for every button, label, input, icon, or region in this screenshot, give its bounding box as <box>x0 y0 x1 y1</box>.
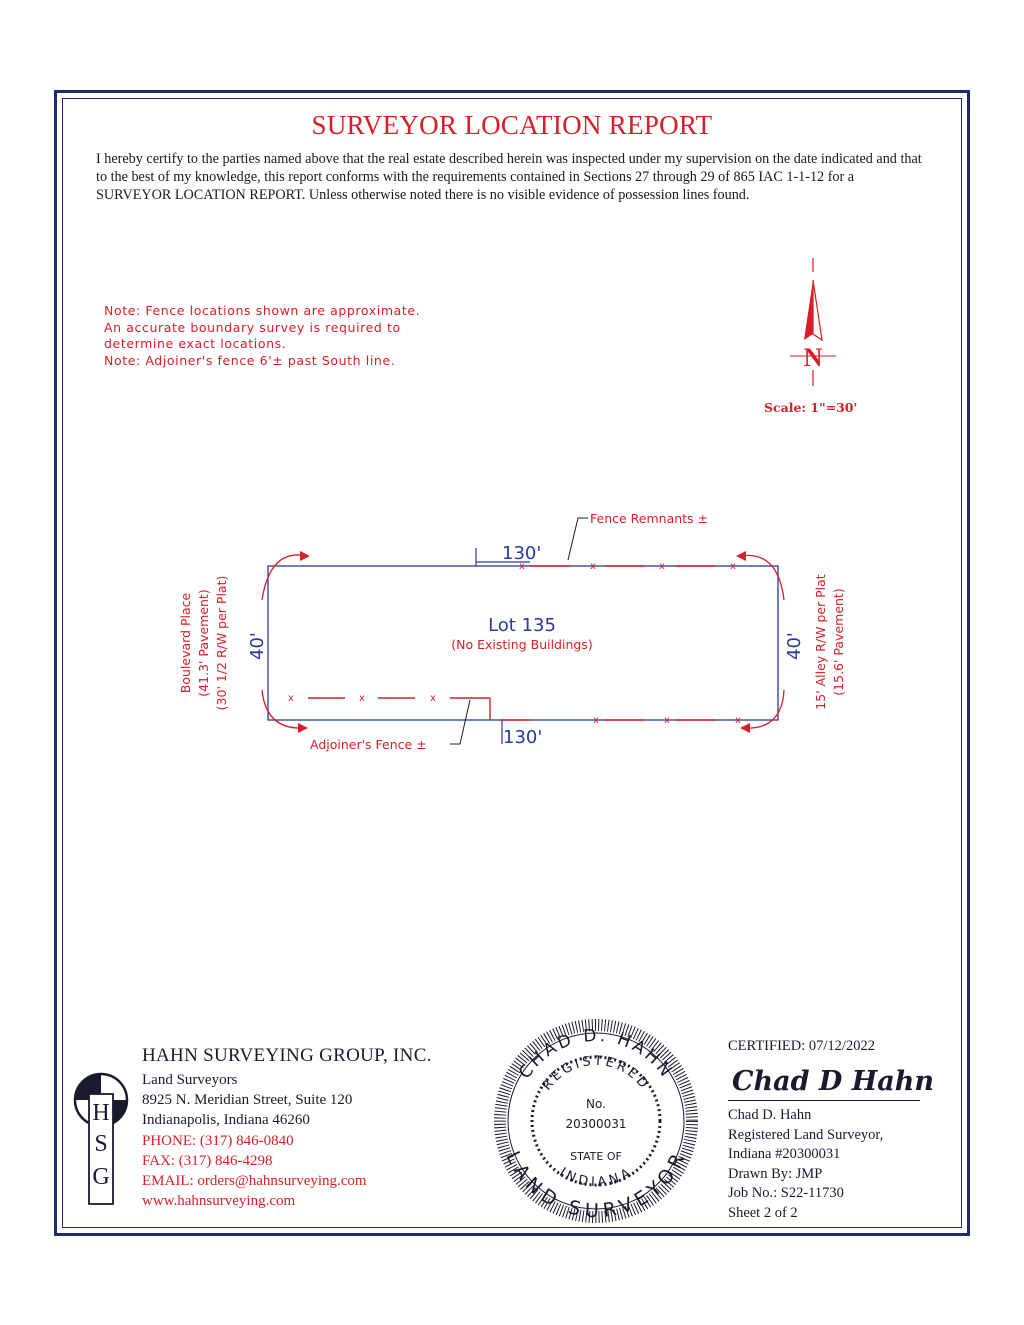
company-fax: FAX: (317) 846-4298 <box>142 1152 273 1169</box>
signature-line <box>728 1100 920 1101</box>
company-phone: PHONE: (317) 846-0840 <box>142 1132 294 1149</box>
logo-letter-s: S <box>94 1131 108 1157</box>
seal-top-text: CHAD D. HAHN <box>514 1025 677 1083</box>
company-tagline: Land Surveyors <box>142 1072 238 1088</box>
north-dimension: 130' <box>502 543 542 564</box>
certification-text: I hereby certify to the parties named above that the real estate described herein was inspected under my supervision on the date indicated and that to the best of my knowledge, this report conforms with the requirements contained in Sections 27 through 29 of 865 IAC 1-1-12 for a SURVEYOR LOCATION REPORT. Unless otherwise noted there is no visible evidence of possession lines found. <box>96 151 922 203</box>
south-dimension: 130' <box>503 727 543 748</box>
east-alley-rw: 15' Alley R/W per Plat <box>813 574 828 710</box>
company-name: HAHN SURVEYING GROUP, INC. <box>142 1045 432 1066</box>
note-line: Note: Fence locations shown are approximate. <box>104 303 421 318</box>
seal-inner-top: REGISTERED <box>539 1053 653 1094</box>
west-street-rw: (30' 1/2 R/W per Plat) <box>214 575 229 711</box>
adjoiners-fence-label: Adjoiner's Fence ± <box>310 737 427 752</box>
logo-letter-h: H <box>92 1100 110 1126</box>
svg-text:REGISTERED <box>540 1054 653 1094</box>
svg-text:x: x <box>730 561 736 572</box>
drawn-by: Drawn By: JMP <box>728 1165 823 1182</box>
seal-state: INDIANA <box>556 1164 635 1190</box>
svg-text:x: x <box>664 715 670 726</box>
report-title: SURVEYOR LOCATION REPORT <box>311 110 713 140</box>
svg-text:x: x <box>590 561 596 572</box>
svg-text:x: x <box>659 561 665 572</box>
svg-text:INDIANA <box>557 1165 635 1190</box>
surveyor-license: Indiana #20300031 <box>728 1146 841 1162</box>
note-line: Note: Adjoiner's fence 6'± past South line. <box>104 352 396 368</box>
company-address-2: Indianapolis, Indiana 46260 <box>142 1112 310 1129</box>
company-address-1: 8925 N. Meridian Street, Suite 120 <box>142 1092 353 1109</box>
hsg-logo <box>75 1074 127 1204</box>
company-address-block <box>142 1070 367 1211</box>
east-alley-pavement: (15.6' Pavement) <box>831 588 846 696</box>
company-website: www.hahnsurveying.com <box>142 1193 296 1210</box>
surveyor-info <box>728 1106 883 1223</box>
lot-label: Lot 135 <box>488 615 556 636</box>
svg-text:x: x <box>430 693 436 704</box>
west-dimension: 40' <box>247 632 268 660</box>
svg-text:x: x <box>735 715 741 726</box>
lot-sublabel: (No Existing Buildings) <box>451 637 593 652</box>
signature: Chad D Hahn <box>732 1066 934 1097</box>
seal-number: 20300031 <box>565 1117 627 1131</box>
sheet-number: Sheet 2 of 2 <box>728 1204 798 1221</box>
seal-state-label: STATE OF <box>570 1150 622 1163</box>
surveyor-name: Chad D. Hahn <box>728 1107 812 1123</box>
south-fence <box>308 698 715 720</box>
fence-remnants-label: Fence Remnants ± <box>590 511 709 526</box>
west-street-name: Boulevard Place <box>178 592 193 694</box>
svg-text:x: x <box>359 693 365 704</box>
surveyor-title: Registered Land Surveyor, <box>728 1126 884 1143</box>
west-street-pavement: (41.3' Pavement) <box>196 589 211 697</box>
certified-date: CERTIFIED: 07/12/2022 <box>728 1038 875 1054</box>
scale-label: Scale: 1"=30' <box>764 400 858 415</box>
north-letter: N <box>803 343 823 372</box>
svg-text:x: x <box>593 715 599 726</box>
note-line: determine exact locations. <box>104 336 287 351</box>
east-dimension: 40' <box>784 632 805 660</box>
surveyor-seal <box>500 1025 692 1222</box>
job-number: Job No.: S22-11730 <box>728 1185 844 1201</box>
note-line: An accurate boundary survey is required to <box>104 319 401 335</box>
seal-bottom-text: LAND SURVEYOR <box>501 1147 691 1222</box>
company-email: EMAIL: orders@hahnsurveying.com <box>142 1173 367 1190</box>
svg-text:x: x <box>288 693 294 704</box>
logo-letter-g: G <box>92 1164 110 1190</box>
svg-text:x: x <box>519 561 525 572</box>
north-arrow-icon <box>790 258 836 386</box>
seal-no-label: No. <box>586 1097 606 1111</box>
